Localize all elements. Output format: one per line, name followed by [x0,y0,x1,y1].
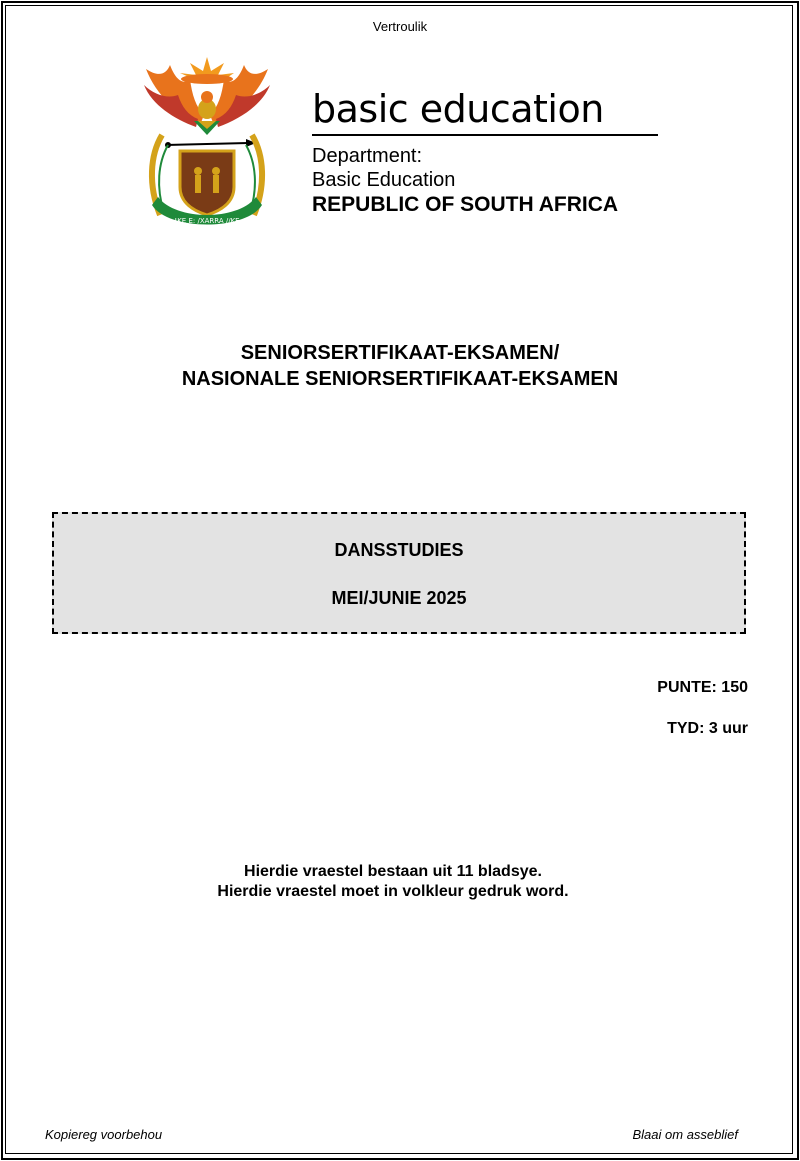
coat-of-arms-icon [138,55,276,233]
brand-title: basic education [312,87,604,131]
confidential-label: Vertroulik [372,19,428,34]
sun-icon [180,57,234,84]
country-name: REPUBLIC OF SOUTH AFRICA [312,193,619,216]
department-name: Basic Education [312,169,456,191]
color-print-note: Hierdie vraestel moet in volkleur gedruk word. [217,883,569,900]
paper-notes [0,862,786,902]
turn-over-notice: Blaai om asseblief [632,1127,738,1142]
subject-box [52,512,746,634]
exam-title-line2: NASIONALE SENIORSERTIFIKAAT-EKSAMEN [181,368,619,390]
exam-duration: TYD: 3 uur [667,720,748,737]
exam-session: MEI/JUNIE 2025 [331,588,467,608]
department-label: Department: [312,145,423,167]
exam-title [0,340,800,392]
total-marks: PUNTE: 150 [657,679,748,696]
brand-divider [312,134,658,136]
subject-name: DANSSTUDIES [334,540,464,560]
department-branding [312,86,662,218]
page-count-note: Hierdie vraestel bestaan uit 11 bladsye. [244,863,542,880]
copyright-notice: Kopiereg voorbehou [45,1127,163,1142]
exam-title-line1: SENIORSERTIFIKAAT-EKSAMEN/ [240,342,560,364]
motto-text: !KE E: /XARRA //KE [174,217,240,225]
spear-icon [165,139,256,148]
shield-icon [180,151,234,215]
